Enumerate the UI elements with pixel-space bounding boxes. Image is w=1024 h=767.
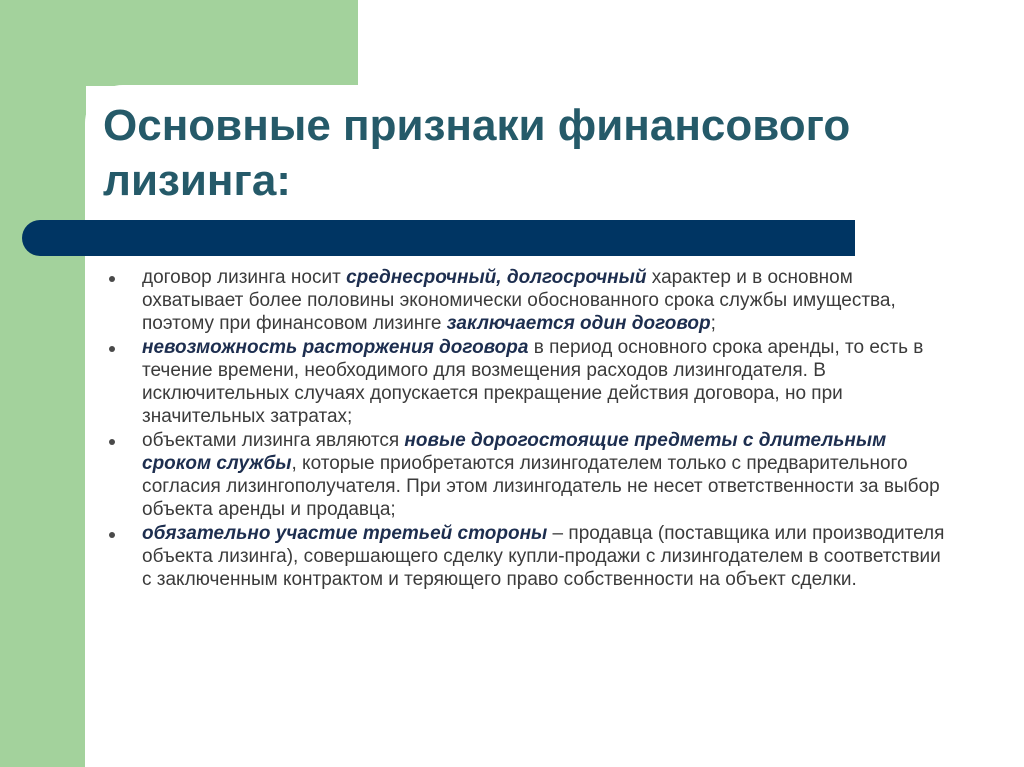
bullet-marker-icon [109,532,115,538]
bullet-emphasis: новые дорогостоящие предметы с длительным сроком службы [142,430,887,474]
bullet-text: ; [710,313,716,334]
bullet-emphasis: невозможность расторжения договора [142,337,529,358]
bullet-text: – продавца (поставщика или производителя объекта лизинга), совершающего сделку купли-продажи с лизингодателем в соответствии с заключенным контрактом и теряющего право собственности на объект сделки. [142,523,945,590]
bullet-emphasis: заключается один договор [446,313,711,334]
bullet-text: , которые приобретаются лизингодателем только с предварительного согласия лизингополучателя. При этом лизингодатель не несет ответственности за выбор объекта аренды и продавца; [142,453,940,520]
bullet-text: в период основного срока аренды, то есть в течение времени, необходимого для возмещения расходов лизингодателя. В исключительных случаях допускается прекращение действия договора, но при значительных затратах; [142,337,924,427]
bullet-marker-icon [109,439,115,445]
bullet-emphasis: среднесрочный, долгосрочный [346,267,647,288]
bullet-text: характер и в основном охватывает более половины экономически обоснованного срока службы имущества, поэтому при финансовом лизинге [142,267,896,334]
green-side-band [0,0,86,767]
bullet-item [103,522,951,591]
slide-title-line-2: лизинга: [103,156,291,205]
green-top-band [0,0,358,86]
bullet-text: договор лизинга носит [142,267,347,288]
bullet-text: объектами лизинга являются [142,430,405,451]
bullet-item [103,266,951,335]
bullet-marker-icon [109,276,115,282]
bullet-marker-icon [109,346,115,352]
bullet-item [103,336,951,428]
bullet-item [103,429,951,521]
bullet-list [103,266,951,592]
slide-title-line-1: Основные признаки финансового [103,101,851,150]
slide-title [103,98,923,208]
bullet-emphasis: обязательно участие третьей стороны [142,523,548,544]
title-divider-bar [22,220,855,256]
